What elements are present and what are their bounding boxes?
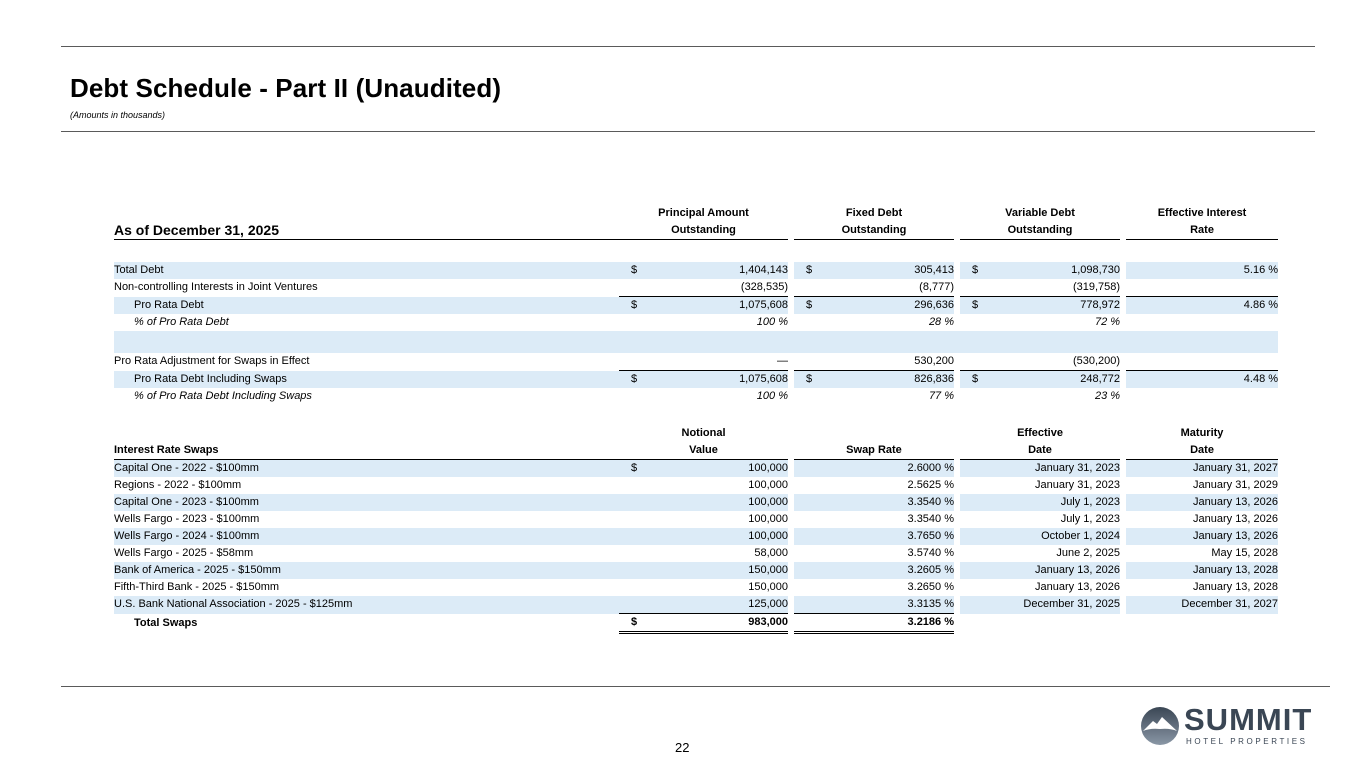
swap-effective-date: January 13, 2026 <box>1035 581 1121 593</box>
swap-name: Wells Fargo - 2025 - $58mm <box>114 547 254 559</box>
row-label: Non-controlling Interests in Joint Ventures <box>114 281 318 294</box>
total-swaps-row <box>114 614 1278 633</box>
row-label: % of Pro Rata Debt Including Swaps <box>134 390 312 402</box>
currency-sign: $ <box>960 297 984 315</box>
swap-name: Bank of America - 2025 - $150mm <box>114 562 619 579</box>
swap-value: 100,000 <box>643 460 788 478</box>
col-swap-rate: Swap Rate <box>794 442 954 460</box>
footer-rule <box>61 686 1330 687</box>
swap-effective-date: January 31, 2023 <box>984 460 1120 478</box>
rate-cell: 4.86 % <box>1126 297 1278 315</box>
currency-sign: $ <box>619 614 643 633</box>
swap-row <box>114 562 1278 579</box>
col-fixed-line2: Outstanding <box>794 222 954 240</box>
page-subtitle: (Amounts in thousands) <box>70 110 166 120</box>
currency-sign: $ <box>794 297 818 315</box>
swap-row <box>114 545 1278 562</box>
currency-sign: $ <box>794 262 818 279</box>
swap-effective-date: January 31, 2023 <box>1035 479 1121 491</box>
swap-maturity-date: January 13, 2028 <box>1126 562 1278 579</box>
currency-sign: $ <box>794 371 818 389</box>
table-row <box>114 262 1278 279</box>
rate-cell: 4.48 % <box>1126 371 1278 389</box>
row-label: Pro Rata Adjustment for Swaps in Effect <box>114 355 310 368</box>
currency-sign: $ <box>619 297 643 315</box>
swap-rate: 3.3540 % <box>818 494 954 511</box>
table-row <box>114 314 1278 331</box>
currency-sign <box>619 596 643 614</box>
swap-maturity-date: May 15, 2028 <box>1211 547 1279 559</box>
swap-maturity-date: December 31, 2027 <box>1126 596 1278 614</box>
row-label: Pro Rata Debt <box>114 297 619 315</box>
fixed-cell: 77 % <box>928 390 955 402</box>
principal-cell: (328,535) <box>643 279 788 297</box>
table-row <box>114 297 1278 315</box>
currency-sign <box>619 528 643 545</box>
principal-cell: 100 % <box>756 390 788 402</box>
total-swaps-value: 983,000 <box>643 614 788 633</box>
as-of-date: As of December 31, 2025 <box>114 222 619 240</box>
variable-cell: 1,098,730 <box>984 262 1120 279</box>
principal-cell: 1,075,608 <box>643 297 788 315</box>
swap-rate: 3.7650 % <box>818 528 954 545</box>
col-fixed-line1: Fixed Debt <box>845 207 903 219</box>
swaps-table <box>114 425 1278 634</box>
blank-band-row <box>114 331 1278 353</box>
swap-name: U.S. Bank National Association - 2025 - $125mm <box>114 596 619 614</box>
swap-value: 100,000 <box>643 528 788 545</box>
col-principal-line1: Principal Amount <box>658 207 749 219</box>
col-notional-line1: Notional <box>681 427 726 439</box>
col-variable-line2: Outstanding <box>960 222 1120 240</box>
swap-name: Wells Fargo - 2023 - $100mm <box>114 513 260 525</box>
principal-cell: 100 % <box>756 316 788 328</box>
table-row <box>114 279 1278 297</box>
fixed-cell: 28 % <box>928 316 955 328</box>
swap-value: 58,000 <box>754 547 788 559</box>
swaps-header-row-1 <box>114 425 1278 442</box>
swap-maturity-date: January 31, 2027 <box>1126 460 1278 478</box>
fixed-cell: (8,777) <box>818 279 954 297</box>
variable-cell: 778,972 <box>984 297 1120 315</box>
currency-sign <box>619 562 643 579</box>
swap-maturity-date: January 13, 2026 <box>1193 513 1279 525</box>
swap-row <box>114 477 1278 494</box>
col-rate-line1: Effective Interest <box>1157 207 1247 219</box>
currency-sign: $ <box>619 262 643 279</box>
header-rule <box>61 131 1315 132</box>
swaps-header-row-2 <box>114 442 1278 460</box>
col-swap-label: Interest Rate Swaps <box>114 442 619 460</box>
currency-sign <box>619 545 643 562</box>
col-variable-line1: Variable Debt <box>1005 207 1075 219</box>
swap-effective-date: July 1, 2023 <box>984 494 1120 511</box>
swap-effective-date: January 13, 2026 <box>984 562 1120 579</box>
currency-sign <box>619 477 643 494</box>
row-label: % of Pro Rata Debt <box>134 316 229 328</box>
swap-rows <box>114 460 1278 614</box>
total-swaps-rate: 3.2186 % <box>818 614 954 633</box>
swap-row <box>114 511 1278 528</box>
swap-row <box>114 528 1278 545</box>
fixed-cell: 296,636 <box>818 297 954 315</box>
swap-value: 100,000 <box>748 513 788 525</box>
row-label: Pro Rata Debt Including Swaps <box>114 371 619 389</box>
swap-row <box>114 460 1278 478</box>
col-principal-line2: Outstanding <box>619 222 788 240</box>
fixed-cell: 530,200 <box>818 353 954 371</box>
col-rate-line2: Rate <box>1126 222 1278 240</box>
page-title: Debt Schedule - Part II (Unaudited) <box>70 73 502 103</box>
principal-cell: 1,075,608 <box>643 371 788 389</box>
swap-row <box>114 579 1278 596</box>
swap-name: Capital One - 2023 - $100mm <box>114 494 619 511</box>
swap-rate: 3.3135 % <box>818 596 954 614</box>
swap-rate: 2.5625 % <box>907 479 954 491</box>
row-label: Total Debt <box>114 262 619 279</box>
debt-table <box>114 205 1278 405</box>
rate-cell: 5.16 % <box>1126 262 1278 279</box>
currency-sign: $ <box>619 460 643 478</box>
table-row <box>114 371 1278 389</box>
variable-cell: 23 % <box>1094 390 1121 402</box>
swap-name: Capital One - 2022 - $100mm <box>114 460 619 478</box>
currency-sign <box>619 579 643 596</box>
currency-sign: $ <box>960 371 984 389</box>
currency-sign <box>619 494 643 511</box>
swap-effective-date: June 2, 2025 <box>1056 547 1121 559</box>
table-row <box>114 353 1278 371</box>
swap-row <box>114 596 1278 614</box>
swap-value: 100,000 <box>643 494 788 511</box>
debt-header-row-2 <box>114 222 1278 240</box>
swap-row <box>114 494 1278 511</box>
swap-rate: 3.3540 % <box>907 513 954 525</box>
swap-maturity-date: January 13, 2026 <box>1126 494 1278 511</box>
swap-maturity-date: January 31, 2029 <box>1193 479 1279 491</box>
table-row <box>114 388 1278 405</box>
swap-effective-date: October 1, 2024 <box>984 528 1120 545</box>
fixed-cell: 305,413 <box>818 262 954 279</box>
variable-cell: 248,772 <box>984 371 1120 389</box>
swap-rate: 3.5740 % <box>907 547 954 559</box>
swap-rate: 2.6000 % <box>818 460 954 478</box>
currency-sign: $ <box>619 371 643 389</box>
debt-header-row-1 <box>114 205 1278 222</box>
swap-name: Wells Fargo - 2024 - $100mm <box>114 528 619 545</box>
col-notional-line2: Value <box>619 442 788 460</box>
swap-value: 125,000 <box>643 596 788 614</box>
currency-sign <box>619 511 643 528</box>
spacer-row <box>114 240 1278 263</box>
variable-cell: (319,758) <box>984 279 1120 297</box>
swap-name: Fifth-Third Bank - 2025 - $150mm <box>114 581 280 593</box>
swap-name: Regions - 2022 - $100mm <box>114 479 242 491</box>
swap-value: 150,000 <box>748 581 788 593</box>
variable-cell: (530,200) <box>984 353 1120 371</box>
swap-rate: 3.2605 % <box>818 562 954 579</box>
swap-effective-date: December 31, 2025 <box>984 596 1120 614</box>
page-number: 22 <box>675 740 690 755</box>
col-maturity-line1: Maturity <box>1180 427 1224 439</box>
mountain-circle-icon <box>1140 706 1180 746</box>
top-rule <box>61 46 1315 47</box>
swap-value: 150,000 <box>643 562 788 579</box>
swap-maturity-date: January 13, 2028 <box>1193 581 1279 593</box>
variable-cell: 72 % <box>1094 316 1121 328</box>
swap-value: 100,000 <box>748 479 788 491</box>
fixed-cell: 826,836 <box>818 371 954 389</box>
swap-effective-date: July 1, 2023 <box>1060 513 1121 525</box>
col-effective-line1: Effective <box>1017 427 1063 439</box>
logo-tagline: HOTEL PROPERTIES <box>1186 737 1308 746</box>
logo-name: SUMMIT <box>1184 702 1313 737</box>
col-maturity-line2: Date <box>1126 442 1278 460</box>
swap-rate: 3.2650 % <box>907 581 954 593</box>
principal-cell: — <box>643 353 788 371</box>
currency-sign: $ <box>960 262 984 279</box>
swap-maturity-date: January 13, 2026 <box>1126 528 1278 545</box>
summit-logo <box>1140 704 1320 750</box>
total-swaps-label: Total Swaps <box>134 616 198 629</box>
principal-cell: 1,404,143 <box>643 262 788 279</box>
col-effective-line2: Date <box>960 442 1120 460</box>
